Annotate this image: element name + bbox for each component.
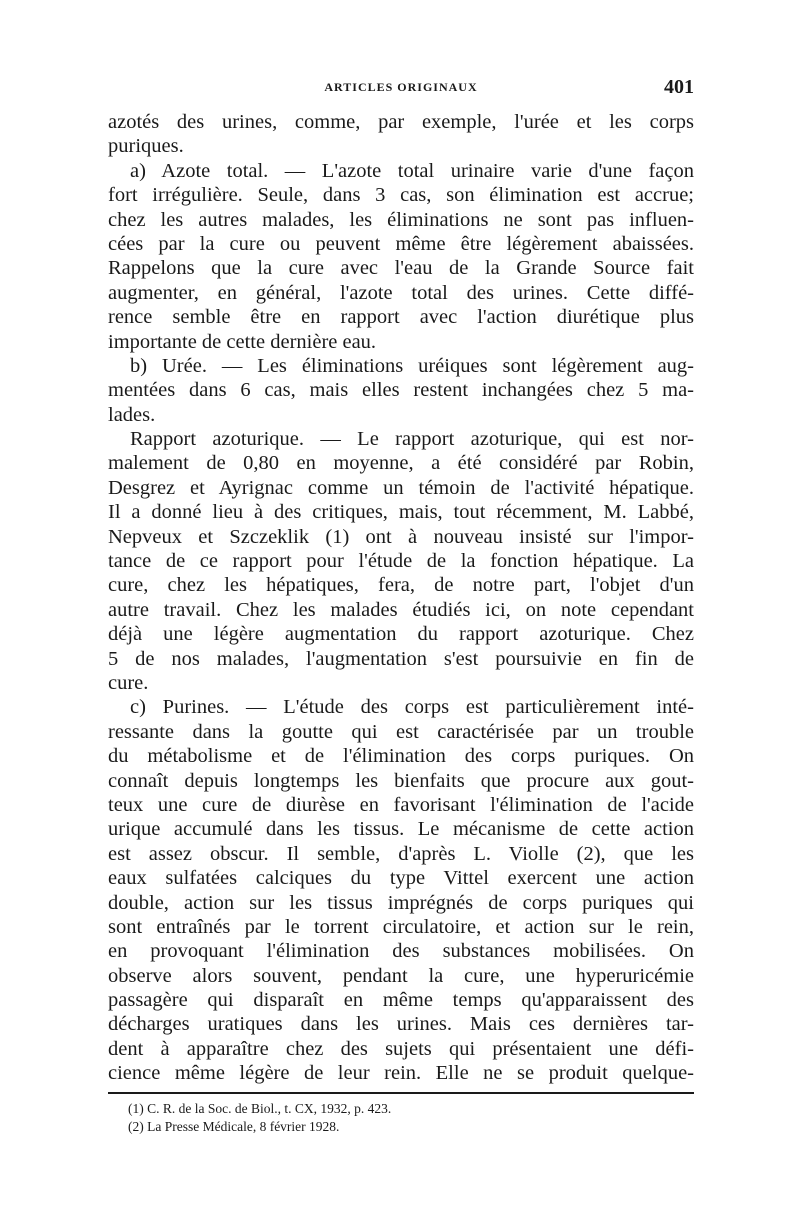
- text-line: a) Azote total. — L'azote total urinaire varie d'une façon: [130, 159, 694, 182]
- text-line: ressante dans la goutte qui est caractérisée par un trouble: [108, 720, 694, 743]
- text-line: du métabolisme et de l'élimination des corps puriques. On: [108, 745, 694, 768]
- text-line: connaît depuis longtemps les bienfaits que procure aux gout-: [108, 769, 694, 792]
- text-line: cées par la cure ou peuvent même être légèrement abaissées.: [108, 232, 694, 255]
- text-line: observe alors souvent, pendant la cure, une hyperuricémie: [108, 964, 694, 987]
- text-line: 5 de nos malades, l'augmentation s'est poursuivie en fin de: [108, 647, 694, 670]
- text-line: urique accumulé dans les tissus. Le mécanisme de cette action: [108, 818, 694, 841]
- text-line: déjà une légère augmentation du rapport azoturique. Chez: [108, 623, 694, 646]
- text-line: cure.: [108, 671, 149, 694]
- text-line: dent à apparaître chez des sujets qui présentaient une défi-: [108, 1037, 694, 1060]
- text-line: Rappelons que la cure avec l'eau de la Grande Source fait: [108, 257, 694, 280]
- text-line: tance de ce rapport pour l'étude de la fonction hépatique. La: [108, 550, 694, 573]
- text-line: chez les autres malades, les éliminations ne sont pas influen-: [108, 208, 694, 231]
- text-line: cure, chez les hépatiques, fera, de notre part, l'objet d'un: [108, 574, 694, 597]
- footnote: (2) La Presse Médicale, 8 février 1928.: [128, 1119, 340, 1134]
- page-number: 401: [664, 76, 694, 98]
- text-line: Desgrez et Ayrignac comme un témoin de l'activité hépatique.: [108, 476, 694, 499]
- text-line: sont entraînés par le torrent circulatoire, et action sur le rein,: [108, 915, 694, 938]
- text-line: azotés des urines, comme, par exemple, l'urée et les corps: [108, 111, 694, 133]
- text-line: autre travail. Chez les malades étudiés ici, on note cependant: [108, 598, 694, 621]
- text-line: augmenter, en général, l'azote total des urines. Cette diffé-: [108, 281, 694, 304]
- text-line: b) Urée. — Les éliminations uréiques sont légèrement aug-: [130, 354, 694, 377]
- text-line: lades.: [108, 403, 156, 426]
- text-line: eaux sulfatées calciques du type Vittel exercent une action: [108, 867, 694, 890]
- footnotes: [128, 1100, 688, 1136]
- body-text: [108, 110, 694, 1086]
- text-line: double, action sur les tissus imprégnés de corps puriques qui: [108, 891, 694, 914]
- text-line: puriques.: [108, 135, 184, 158]
- text-line: malement de 0,80 en moyenne, a été considéré par Robin,: [108, 452, 694, 475]
- text-line: rence semble être en rapport avec l'action diurétique plus: [108, 306, 694, 329]
- text-line: Nepveux et Szczeklik (1) ont à nouveau insisté sur l'impor-: [108, 525, 694, 548]
- text-line: décharges uratiques dans les urines. Mais ces dernières tar-: [108, 1013, 694, 1036]
- footnote-divider: [108, 1092, 694, 1094]
- text-line: c) Purines. — L'étude des corps est particulièrement inté-: [130, 696, 694, 719]
- text-line: Il a donné lieu à des critiques, mais, tout récemment, M. Labbé,: [108, 501, 694, 524]
- text-line: est assez obscur. Il semble, d'après L. Violle (2), que les: [108, 842, 694, 865]
- text-line: mentées dans 6 cas, mais elles restent inchangées chez 5 ma-: [108, 379, 694, 402]
- text-line: Rapport azoturique. — Le rapport azoturique, qui est nor-: [130, 428, 694, 451]
- text-line: en provoquant l'élimination des substances mobilisées. On: [108, 940, 694, 963]
- text-line: cience même légère de leur rein. Elle ne se produit quelque-: [108, 1062, 694, 1085]
- running-head: ARTICLES ORIGINAUX: [324, 80, 478, 94]
- text-line: teux une cure de diurèse en favorisant l'élimination de l'acide: [108, 793, 694, 816]
- footnote: (1) C. R. de la Soc. de Biol., t. CX, 1932, p. 423.: [128, 1101, 392, 1116]
- text-line: passagère qui disparaît en même temps qu'apparaissent des: [108, 989, 694, 1012]
- page-header: [108, 76, 694, 98]
- text-line: fort irrégulière. Seule, dans 3 cas, son élimination est accrue;: [108, 184, 694, 207]
- text-line: importante de cette dernière eau.: [108, 330, 377, 353]
